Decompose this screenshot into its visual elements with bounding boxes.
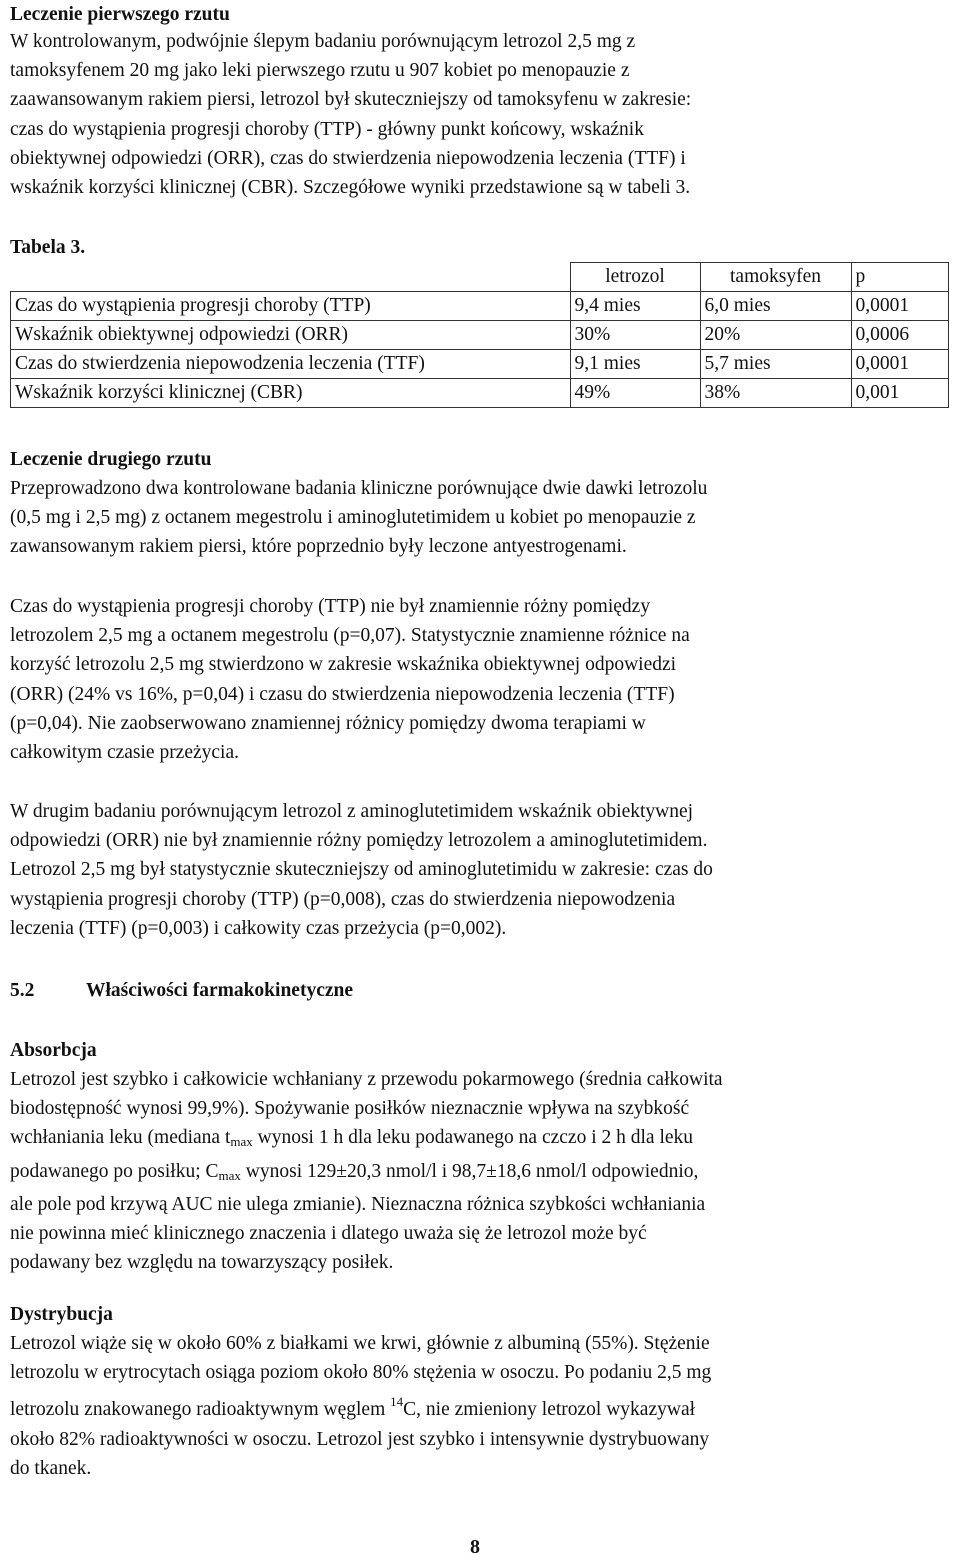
subsection-heading-absorption: Absorbcja (10, 1040, 97, 1061)
subscript-max: max (218, 1167, 241, 1183)
text-line: tamoksyfenem 20 mg jako leki pierwszego rzutu u 907 kobiet po menopauzie z (10, 60, 630, 82)
text-fragment: podawanego po posiłku; C (10, 1160, 219, 1182)
paragraph-absorption (10, 1065, 950, 1277)
paragraph-first-line (10, 27, 950, 202)
table-row (11, 292, 949, 321)
section-heading-first-line-treatment: Leczenie pierwszego rzutu (10, 4, 230, 25)
text-line: czas do wystąpienia progresji choroby (TTP) - główny punkt końcowy, wskaźnik (10, 118, 644, 140)
text-line (10, 1123, 950, 1156)
table-cell: 0,0006 (851, 321, 948, 350)
text-line: W kontrolowanym, podwójnie ślepym badaniu porównującym letrozol 2,5 mg z (10, 31, 636, 52)
table-row (11, 321, 949, 350)
text-line: korzyść letrozolu 2,5 mg stwierdzono w zakresie wskaźnika obiektywnej odpowiedzi (10, 654, 677, 676)
subscript-max: max (230, 1134, 253, 1150)
text-line: Letrozol 2,5 mg był statystycznie skuteczniejszy od aminoglutetimidu w zakresie: czas do (10, 859, 713, 881)
text-line: do tkanek. (10, 1457, 92, 1479)
table-cell: 38% (700, 379, 851, 408)
text-line: (p=0,04). Nie zaobserwowano znamiennej różnicy pomiędzy dwoma terapiami w (10, 712, 646, 734)
table-cell-label: Czas do stwierdzenia niepowodzenia leczenia (TTF) (11, 350, 571, 379)
section-heading-second-line-treatment: Leczenie drugiego rzutu (10, 449, 212, 470)
table-cell: 0,0001 (851, 292, 948, 321)
text-line: podawany bez względu na towarzyszący posiłek. (10, 1252, 394, 1274)
section-number: 5.2 (10, 980, 35, 1001)
text-line: około 82% radioaktywności w osoczu. Letrozol jest szybko i intensywnie dystrybuowany (10, 1428, 710, 1450)
paragraph-distribution (10, 1329, 950, 1483)
table-cell-label: Wskaźnik obiektywnej odpowiedzi (ORR) (11, 321, 571, 350)
text-line (10, 1387, 950, 1424)
subsection-heading-distribution: Dystrybucja (10, 1304, 113, 1325)
table-cell: 6,0 mies (700, 292, 851, 321)
text-line: obiektywnej odpowiedzi (ORR), czas do stwierdzenia niepowodzenia leczenia (TTF) i (10, 147, 686, 169)
table-cell: 5,7 mies (700, 350, 851, 379)
text-line: W drugim badaniu porównującym letrozol z aminoglutetimidem wskaźnik obiektywnej (10, 801, 694, 822)
table-header-empty-cell (11, 263, 571, 292)
table-cell-label: Wskaźnik korzyści klinicznej (CBR) (11, 379, 571, 408)
text-fragment: letrozolu znakowanego radioaktywnym węglem (10, 1399, 391, 1421)
text-fragment: wynosi 1 h dla leku podawanego na czczo i 2 h dla leku (252, 1127, 694, 1149)
table-cell: 9,4 mies (570, 292, 700, 321)
text-line: Czas do wystąpienia progresji choroby (TTP) nie był znamiennie różny pomiędzy (10, 596, 651, 617)
table-header-tamoksyfen: tamoksyfen (700, 263, 851, 292)
results-table (10, 262, 949, 408)
table-row (11, 379, 949, 408)
text-line: (ORR) (24% vs 16%, p=0,04) i czasu do stwierdzenia niepowodzenia leczenia (TTF) (10, 683, 675, 705)
text-line: całkowitym czasie przeżycia. (10, 742, 240, 764)
text-fragment: C, nie zmieniony letrozol wykazywał (403, 1399, 696, 1421)
text-line: wskaźnik korzyści klinicznej (CBR). Szczegółowe wyniki przedstawione są w tabeli 3. (10, 177, 691, 199)
text-line: zawansowanym rakiem piersi, które poprzednio były leczone antyestrogenami. (10, 536, 627, 558)
text-line: biodostępność wynosi 99,9%). Spożywanie posiłków nieznacznie wpływa na szybkość (10, 1098, 690, 1120)
table-cell: 9,1 mies (570, 350, 700, 379)
text-line: leczenia (TTF) (p=0,003) i całkowity czas przeżycia (p=0,002). (10, 917, 507, 939)
superscript-isotope: 14 (390, 1394, 404, 1410)
section-title-pharmacokinetics: Właściwości farmakokinetyczne (86, 980, 354, 1001)
table-cell: 30% (570, 321, 700, 350)
paragraph-ttp-results (10, 592, 950, 767)
page-number: 8 (470, 1536, 480, 1558)
text-line (10, 1157, 950, 1190)
text-line: Przeprowadzono dwa kontrolowane badania kliniczne porównujące dwie dawki letrozolu (10, 478, 708, 499)
text-line: wystąpienia progresji choroby (TTP) (p=0,008), czas do stwierdzenia niepowodzenia (10, 888, 676, 910)
table-cell: 0,0001 (851, 350, 948, 379)
text-fragment: wynosi 129±20,3 nmol/l i 98,7±18,6 nmol/l odpowiednio, (240, 1160, 699, 1182)
table-cell-label: Czas do wystąpienia progresji choroby (TTP) (11, 292, 571, 321)
table-header-p: p (851, 263, 948, 292)
text-line: Letrozol jest szybko i całkowicie wchłaniany z przewodu pokarmowego (średnia całkowita (10, 1069, 723, 1090)
table-header-letrozol: letrozol (570, 263, 700, 292)
table-cell: 0,001 (851, 379, 948, 408)
text-line: letrozolu w erytrocytach osiąga poziom około 80% stężenia w osoczu. Po podaniu 2,5 mg (10, 1362, 712, 1384)
table-row (11, 350, 949, 379)
text-line: ale pole pod krzywą AUC nie ulega zmianie). Nieznaczna różnica szybkości wchłaniania (10, 1193, 706, 1215)
text-line: nie powinna mieć klinicznego znaczenia i dlatego uważa się że letrozol może być (10, 1223, 647, 1245)
table-cell: 20% (700, 321, 851, 350)
text-line: Letrozol wiąże się w około 60% z białkami we krwi, głównie z albuminą (55%). Stężenie (10, 1333, 710, 1354)
text-line: (0,5 mg i 2,5 mg) z octanem megestrolu i aminoglutetimidem u kobiet po menopauzie z (10, 507, 696, 529)
table-caption: Tabela 3. (10, 237, 86, 258)
text-line: odpowiedzi (ORR) nie był znamiennie różny pomiędzy letrozolem a aminoglutetimidem. (10, 830, 708, 852)
text-line: letrozolem 2,5 mg a octanem megestrolu (p=0,07). Statystycznie znamienne różnice na (10, 625, 690, 647)
paragraph-second-line-intro (10, 474, 950, 562)
text-fragment: wchłaniania leku (mediana t (10, 1127, 231, 1149)
table-header-row (11, 263, 949, 292)
text-line: zaawansowanym rakiem piersi, letrozol był skuteczniejszy od tamoksyfenu w zakresie: (10, 89, 692, 111)
table-cell: 49% (570, 379, 700, 408)
paragraph-second-study (10, 797, 950, 943)
